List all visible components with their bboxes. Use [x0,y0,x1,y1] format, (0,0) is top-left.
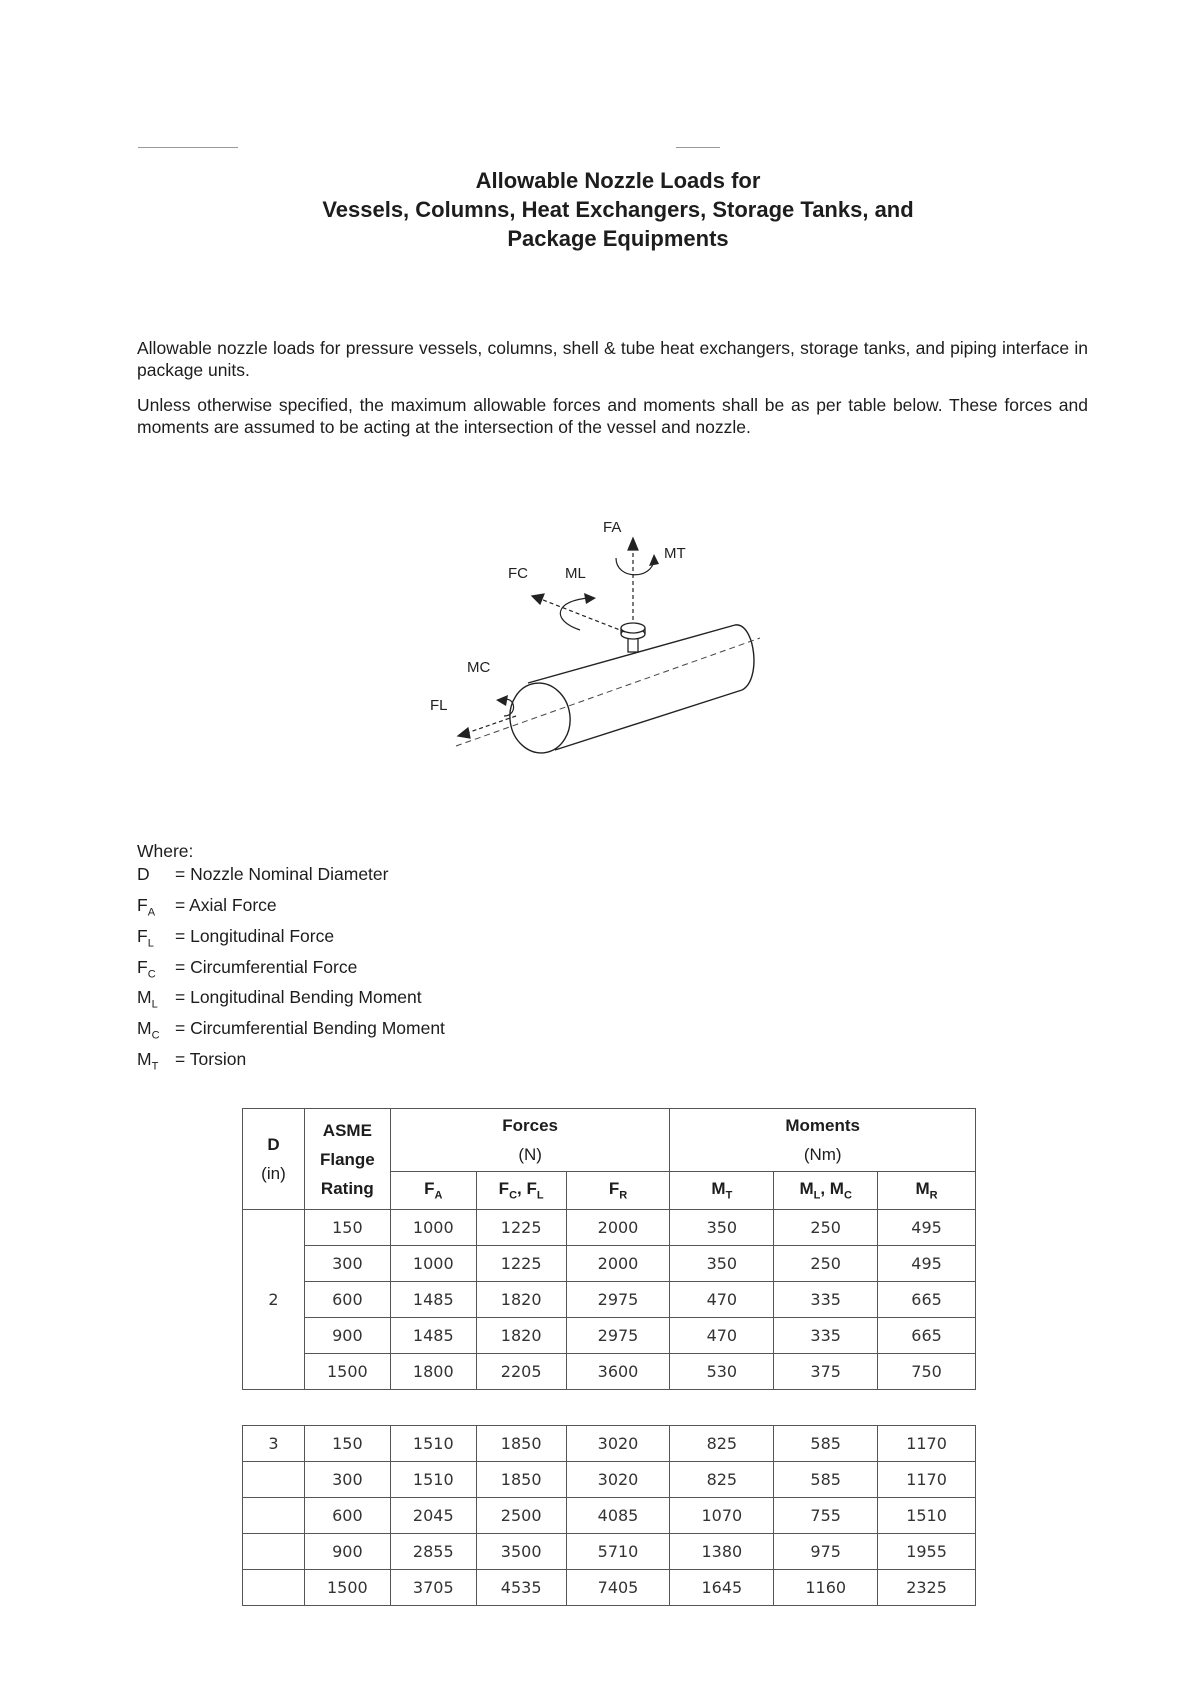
table-cell: 600 [304,1498,390,1534]
table-cell: 3705 [390,1570,476,1606]
table-group-3in [243,1426,976,1606]
table-cell: 3500 [476,1534,566,1570]
page-title [0,166,1200,253]
table-cell: 3020 [566,1462,670,1498]
nozzle-loads-table [242,1108,976,1606]
table-cell: 150 [304,1210,390,1246]
table-cell: 1170 [878,1426,976,1462]
legend-item: $M_T$ = Torsion [137,1049,247,1073]
table-cell: 1225 [476,1246,566,1282]
table-cell: 1820 [476,1318,566,1354]
table-cell: 2000 [566,1210,670,1246]
table-cell: 1225 [476,1210,566,1246]
table-cell: 2045 [390,1498,476,1534]
legend-item: D = Nozzle Nominal Diameter [137,864,389,885]
table-cell: 350 [670,1246,774,1282]
table-cell: 750 [878,1354,976,1390]
nozzle-load-diagram [420,510,780,770]
legend-item: $F_C$ = Circumferential Force [137,956,358,981]
table-row [243,1426,976,1462]
header-fa: $F_A$ [390,1172,476,1210]
table-cell: 375 [774,1354,878,1390]
table-cell: 530 [670,1354,774,1390]
mc-label: MC [467,659,491,676]
table-row [243,1354,976,1390]
header-d: D (in) [243,1109,305,1210]
table-cell: 825 [670,1462,774,1498]
table-cell: 1500 [304,1354,390,1390]
assumption-paragraph: Unless otherwise specified, the maximum allowable forces and moments shall be as per table below. These forces and moments are assumed to be acting at the intersection of the vessel and nozzle. [137,395,1088,437]
table-cell: 585 [774,1462,878,1498]
table-cell: 900 [304,1534,390,1570]
cell-d [243,1570,305,1606]
table-cell: 825 [670,1426,774,1462]
table-cell: 335 [774,1318,878,1354]
cell-d [243,1498,305,1534]
table-cell: 2855 [390,1534,476,1570]
table-cell: 3020 [566,1426,670,1462]
table-cell: 1820 [476,1282,566,1318]
table-cell: 150 [304,1426,390,1462]
legend-item: $M_L$ = Longitudinal Bending Moment [137,987,422,1011]
cell-d: 3 [243,1426,305,1462]
table-cell: 4535 [476,1570,566,1606]
table-cell: 1500 [304,1570,390,1606]
table-cell: 665 [878,1282,976,1318]
table-cell: 350 [670,1210,774,1246]
table-cell: 1850 [476,1462,566,1498]
fa-arrow [628,538,638,620]
table-cell: 1645 [670,1570,774,1606]
table-cell: 1000 [390,1210,476,1246]
ml-arrow [560,598,590,630]
table-cell: 2975 [566,1282,670,1318]
table-cell: 495 [878,1246,976,1282]
table-cell: 1510 [390,1462,476,1498]
header-forces: Forces (N) [390,1109,670,1172]
table-cell: 1955 [878,1534,976,1570]
cell-d [243,1462,305,1498]
table-cell: 3600 [566,1354,670,1390]
table-cell: 300 [304,1462,390,1498]
ml-label: ML [565,565,586,582]
table-cell: 5710 [566,1534,670,1570]
title-line-3: Package Equipments [507,226,729,251]
table-cell: 7405 [566,1570,670,1606]
header-rule-right [676,147,720,148]
table-cell: 1485 [390,1318,476,1354]
table-cell: 900 [304,1318,390,1354]
table-cell: 1380 [670,1534,774,1570]
header-mt: $M_T$ [670,1172,774,1210]
table-cell: 1000 [390,1246,476,1282]
table-cell: 2975 [566,1318,670,1354]
table-cell: 1510 [878,1498,976,1534]
table-cell: 2500 [476,1498,566,1534]
table-row [243,1570,976,1606]
table-cell: 2325 [878,1570,976,1606]
table-cell: 1485 [390,1282,476,1318]
fc-label: FC [508,565,528,582]
table-cell: 335 [774,1282,878,1318]
table-cell: 4085 [566,1498,670,1534]
header-moments: Moments (Nm) [670,1109,976,1172]
table-cell: 300 [304,1246,390,1282]
table-cell: 600 [304,1282,390,1318]
table-cell: 250 [774,1210,878,1246]
table-cell: 1800 [390,1354,476,1390]
header-rating: ASME Flange Rating [304,1109,390,1210]
mt-arrow [616,558,654,575]
cell-d: 2 [243,1210,305,1390]
table-cell: 1850 [476,1426,566,1462]
table-cell: 975 [774,1534,878,1570]
table-group-2in [243,1210,976,1390]
table-row [243,1498,976,1534]
table-cell: 470 [670,1318,774,1354]
header-ml-mc: $M_L$, $M_C$ [774,1172,878,1210]
nozzle [621,623,645,652]
table-row [243,1210,976,1246]
fa-label: FA [603,519,622,536]
table-header-row [243,1109,976,1172]
legend-item: $M_C$ = Circumferential Bending Moment [137,1018,445,1042]
table-cell: 665 [878,1318,976,1354]
table-cell: 470 [670,1282,774,1318]
table-row [243,1462,976,1498]
table-cell: 1070 [670,1498,774,1534]
table-cell: 2205 [476,1354,566,1390]
intro-paragraph: Allowable nozzle loads for pressure vessels, columns, shell & tube heat exchangers, storage tanks, and piping interface in package units. [137,338,1088,380]
header-fc-fl: $F_C$, $F_L$ [476,1172,566,1210]
mt-label: MT [664,545,686,562]
table-cell: 495 [878,1210,976,1246]
vessel-axis [456,638,760,746]
title-line-2: Vessels, Columns, Heat Exchangers, Storage Tanks, and [322,197,914,222]
header-mr: $M_R$ [878,1172,976,1210]
table-cell: 1170 [878,1462,976,1498]
table-row [243,1318,976,1354]
table-spacer-row [243,1390,976,1426]
table-row [243,1282,976,1318]
title-line-1: Allowable Nozzle Loads for [475,168,761,193]
table-cell: 2000 [566,1246,670,1282]
symbol-legend [137,840,445,1079]
fl-label: FL [430,697,448,714]
legend-item: $F_L$ = Longitudinal Force [137,925,335,950]
legend-heading: Where: [137,841,194,861]
cell-d [243,1534,305,1570]
table-cell: 585 [774,1426,878,1462]
table-row [243,1534,976,1570]
table-cell: 1510 [390,1426,476,1462]
table-cell: 755 [774,1498,878,1534]
header-fr: $F_R$ [566,1172,670,1210]
header-rule-left [138,147,238,148]
table-row [243,1246,976,1282]
table-cell: 1160 [774,1570,878,1606]
legend-item: $F_A$ = Axial Force [137,895,277,919]
table-cell: 250 [774,1246,878,1282]
